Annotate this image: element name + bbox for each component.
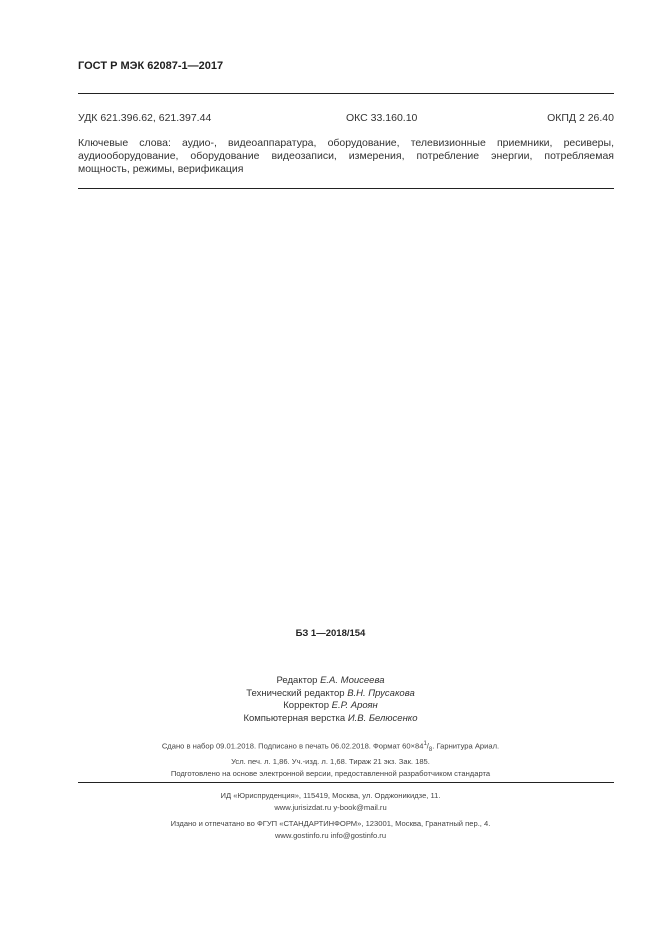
credit-proofreader: Корректор Е.Р. Ароян [283, 700, 378, 711]
imprint-line-1: Сдано в набор 09.01.2018. Подписано в печать 06.02.2018. Формат $60\times 84^1/_8$. Гарнитура Ариал. [161, 741, 500, 754]
credit-tech-editor: Технический редактор В.Н. Прусакова [246, 687, 415, 699]
bz-number: БЗ 1—2018/154 [295, 628, 366, 639]
standard-id-header: ГОСТ Р МЭК 62087-1—2017 [78, 60, 224, 72]
publisher-id-web: www.jurisizdat.ru y-book@mail.ru [274, 803, 387, 812]
credits-block [0, 675, 661, 725]
publisher-id-line: ИД «Юриспруденция», 115419, Москва, ул. Орджоникидзе, 11. [220, 791, 441, 800]
header-divider [78, 93, 614, 94]
udk-code: УДК 621.396.62, 621.397.44 [78, 112, 212, 124]
keywords-divider [78, 188, 614, 189]
imprint-block [0, 738, 661, 780]
printer-line: Издано и отпечатано во ФГУП «СТАНДАРТИНФОРМ», 123001, Москва, Гранатный пер., 4. [170, 819, 491, 828]
imprint-line-2: Усл. печ. л. 1,86. Уч.-изд. л. 1,68. Тираж 21 экз. Зак. 185. [231, 757, 430, 767]
keywords: Ключевые слова: аудио-, видеоаппаратура, оборудование, телевизионные приемники, ресиверы, аудиооборудование, оборудование видеозаписи, измерения, потребление энергии, потребляемая мощность, режимы, верификация [78, 137, 614, 175]
printer-web: www.gostinfo.ru info@gostinfo.ru [274, 831, 387, 840]
credit-layout: Компьютерная верстка И.В. Белюсенко [243, 712, 418, 724]
imprint-line-3: Подготовлено на основе электронной версии, предоставленной разработчиком стандарта [170, 769, 491, 779]
credit-editor: Редактор Е.А. Моисеева [276, 675, 385, 686]
oks-code: ОКС 33.160.10 [346, 112, 418, 124]
okpd-code: ОКПД 2 26.40 [547, 112, 614, 124]
imprint-divider [78, 782, 614, 783]
